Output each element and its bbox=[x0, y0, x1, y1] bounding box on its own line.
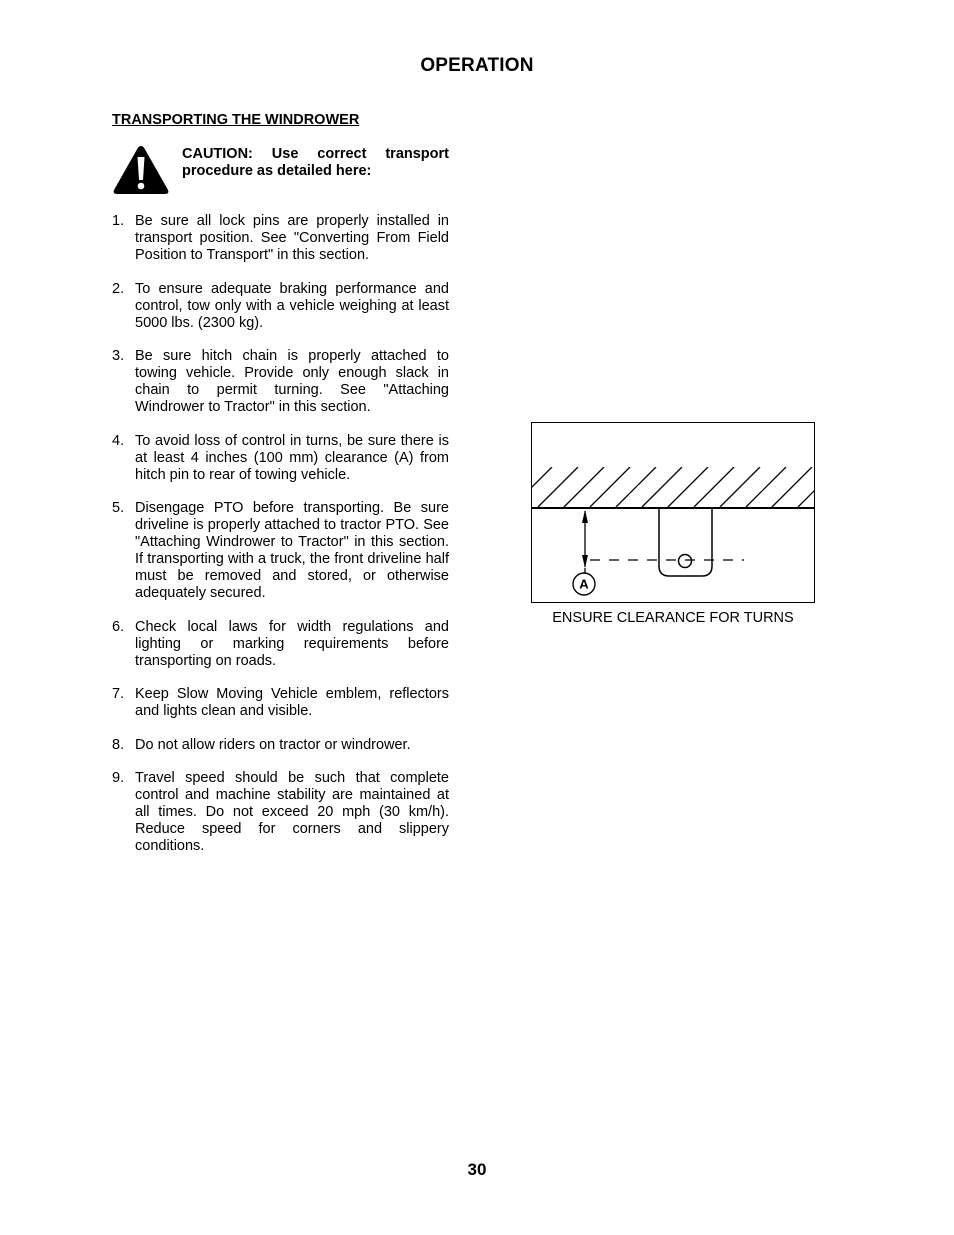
caution-text: CAUTION: Use correct transport procedure as detailed here: bbox=[182, 146, 449, 179]
step-number: 3. bbox=[112, 348, 125, 364]
tractor-rear-hatching bbox=[532, 467, 814, 507]
section-heading: TRANSPORTING THE WINDROWER bbox=[112, 112, 360, 128]
step-number: 8. bbox=[112, 736, 125, 753]
step-text: Be sure all lock pins are properly installed in transport position. See "Converting From Field Position to Transport" in this section. bbox=[135, 213, 449, 263]
step-text: To ensure adequate braking performance and control, tow only with a vehicle weighing at least 5000 lbs. (2300 kg). bbox=[135, 280, 449, 331]
step-item bbox=[112, 433, 449, 484]
steps-list bbox=[112, 213, 449, 872]
step-item bbox=[112, 770, 449, 855]
dimension-arrow-up bbox=[582, 510, 588, 523]
step-item bbox=[112, 619, 449, 670]
step-item bbox=[112, 686, 449, 720]
step-text: Be sure hitch chain is properly attached to towing vehicle. Provide only enough slack in chain to permit turning. See "Attaching Windrower to Tractor" in this section. bbox=[135, 348, 449, 415]
step-number: 2. bbox=[112, 280, 125, 297]
step-text: Travel speed should be such that complete control and machine stability are maintained at all times. Do not exceed 20 mph (30 km/h). Reduce speed for corners and slippery conditions. bbox=[135, 770, 449, 854]
step-item bbox=[112, 737, 449, 754]
step-number: 1. bbox=[112, 213, 125, 229]
step-text: Check local laws for width regulations and lighting or marking requirements before transporting on roads. bbox=[135, 618, 449, 669]
hitch-pin bbox=[679, 555, 692, 568]
step-text: Do not allow riders on tractor or windrower. bbox=[135, 736, 411, 753]
step-number: 5. bbox=[112, 500, 125, 516]
warning-exclamation-icon bbox=[112, 144, 170, 196]
clearance-diagram bbox=[532, 423, 814, 602]
step-text: To avoid loss of control in turns, be sure there is at least 4 inches (100 mm) clearance (A) from hitch pin to rear of towing vehicle. bbox=[135, 432, 449, 483]
figure-caption: ENSURE CLEARANCE FOR TURNS bbox=[552, 610, 794, 626]
step-number: 7. bbox=[112, 686, 125, 702]
step-number: 6. bbox=[112, 618, 125, 635]
step-item bbox=[112, 213, 449, 264]
page-title: OPERATION bbox=[420, 55, 534, 76]
clearance-figure bbox=[531, 422, 815, 603]
dimension-arrow-down bbox=[582, 555, 588, 568]
step-text: Keep Slow Moving Vehicle emblem, reflectors and lights clean and visible. bbox=[135, 686, 449, 719]
callout-label: A bbox=[579, 576, 589, 592]
page-number: 30 bbox=[467, 1160, 487, 1179]
step-number: 4. bbox=[112, 432, 125, 449]
step-item bbox=[112, 281, 449, 332]
step-item bbox=[112, 348, 449, 416]
step-number: 9. bbox=[112, 770, 125, 786]
step-text: Disengage PTO before transporting. Be sure driveline is properly attached to tractor PTO. See "Attaching Windrower to Tractor" in this section. If transporting with a truck, the front driveline half must be removed and stored, or otherwise adequately secured. bbox=[135, 500, 449, 601]
step-item bbox=[112, 500, 449, 602]
